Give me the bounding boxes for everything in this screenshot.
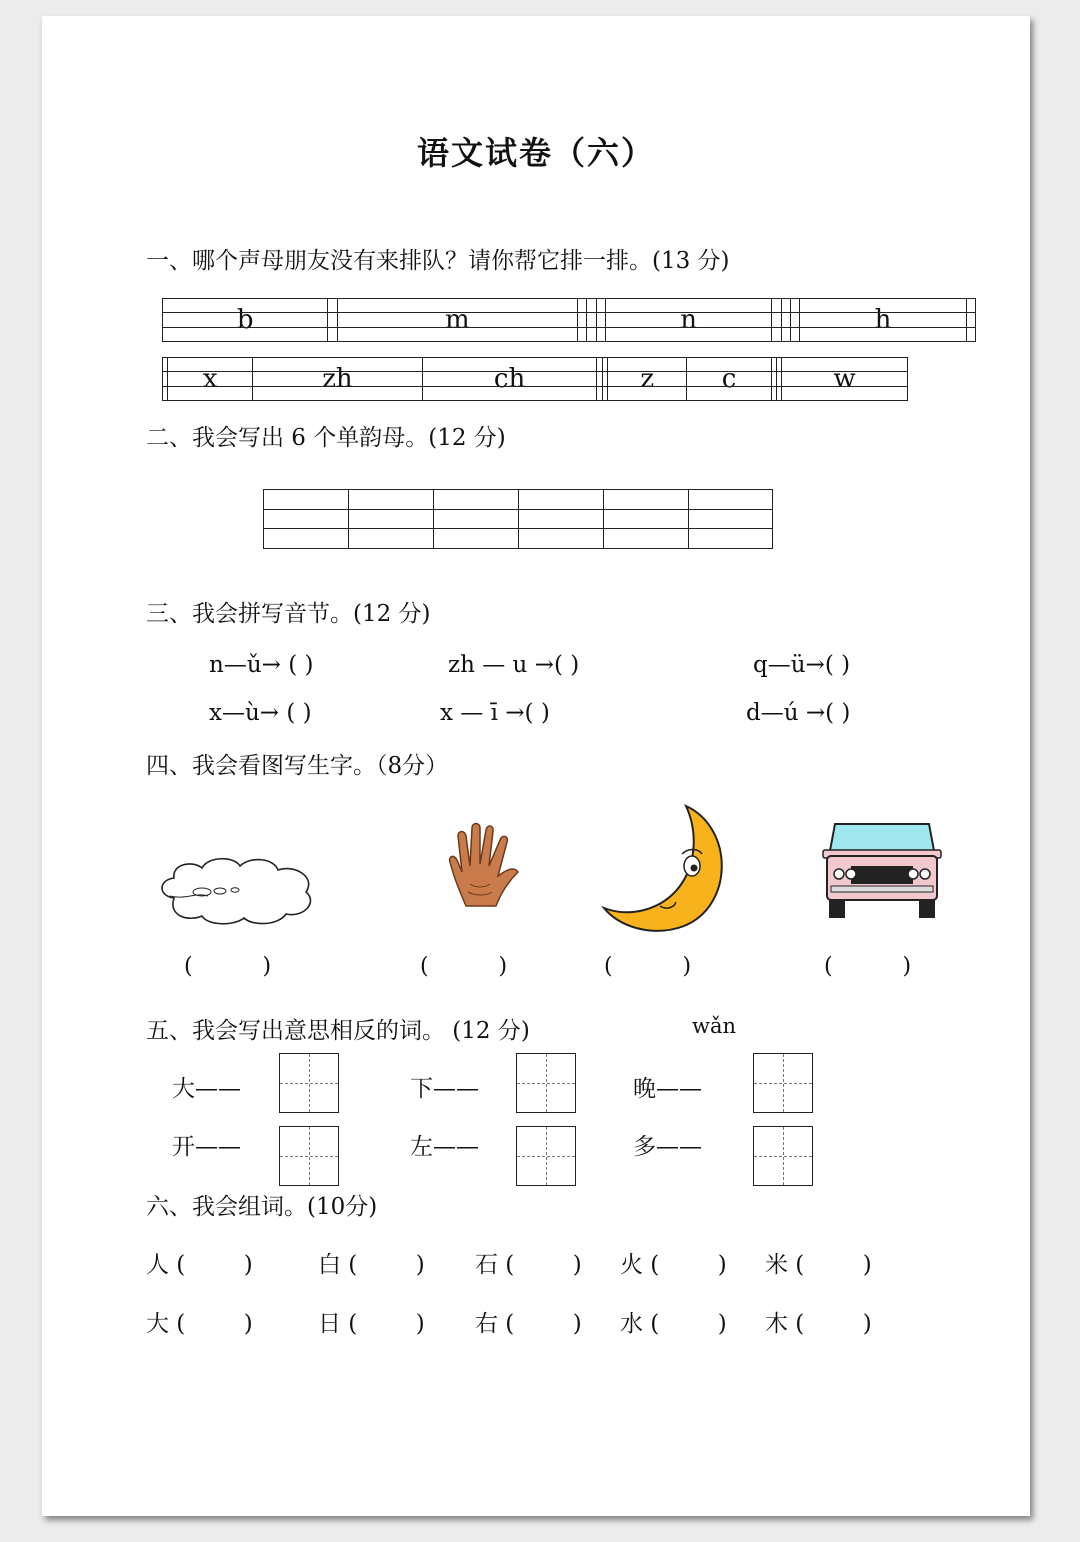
grid-cell bbox=[772, 299, 781, 342]
syllable-formula: zh — u → bbox=[448, 652, 554, 678]
grid-cell bbox=[781, 299, 790, 342]
guide-line bbox=[162, 312, 976, 313]
grid-cell: n bbox=[606, 299, 772, 342]
pinyin-hint: wǎn bbox=[692, 1014, 737, 1038]
word-group-item[interactable]: 白 ( ) bbox=[318, 1252, 425, 1278]
vowel-writing-grid[interactable] bbox=[263, 489, 773, 549]
writing-box[interactable] bbox=[279, 1126, 339, 1186]
section-5-heading: 五、我会写出意思相反的词。 (12 分) bbox=[146, 1018, 530, 1044]
writing-box[interactable] bbox=[279, 1053, 339, 1113]
section-4-heading: 四、我会看图写生字。（8分） bbox=[146, 753, 449, 779]
spelling-item[interactable] bbox=[753, 652, 850, 678]
grid-cell: m bbox=[337, 299, 577, 342]
antonym-prompt: 大—— bbox=[172, 1076, 241, 1102]
moon-image bbox=[600, 802, 732, 934]
word-group-item[interactable]: 米 ( ) bbox=[765, 1252, 872, 1278]
spelling-item[interactable] bbox=[746, 700, 850, 726]
spelling-item[interactable] bbox=[209, 700, 312, 726]
page-title: 语文试卷（六） bbox=[416, 134, 655, 172]
grid-cell bbox=[596, 299, 605, 342]
antonym-prompt: 左—— bbox=[410, 1134, 479, 1160]
spelling-item[interactable] bbox=[448, 652, 579, 678]
word-group-item[interactable]: 右 ( ) bbox=[475, 1311, 582, 1337]
section-3-heading: 三、我会拼写音节。(12 分) bbox=[146, 601, 431, 627]
cell-divider bbox=[518, 490, 519, 548]
cell-divider bbox=[348, 490, 349, 548]
grid-cell bbox=[328, 299, 337, 342]
grid-cell: z bbox=[608, 358, 687, 401]
writing-box[interactable] bbox=[516, 1126, 576, 1186]
word-group-item[interactable]: 石 ( ) bbox=[475, 1252, 582, 1278]
exam-paper bbox=[42, 16, 1030, 1516]
grid-cell: b bbox=[163, 299, 328, 342]
grid-cell: h bbox=[800, 299, 966, 342]
section-2-heading: 二、我会写出 6 个单韵母。(12 分) bbox=[146, 425, 506, 451]
initials-grid-row2 bbox=[162, 357, 908, 401]
hand-image bbox=[444, 822, 524, 910]
initials-grid-row1 bbox=[162, 298, 976, 342]
spelling-item[interactable] bbox=[440, 700, 550, 726]
spelling-item[interactable] bbox=[209, 652, 313, 678]
grid-cell: w bbox=[782, 358, 908, 401]
answer-parens[interactable]: ( ) bbox=[824, 954, 912, 979]
cell-divider bbox=[603, 490, 604, 548]
guide-line bbox=[162, 327, 976, 328]
writing-box[interactable] bbox=[753, 1126, 813, 1186]
answer-parens[interactable]: ( ) bbox=[420, 954, 508, 979]
answer-parens: ( ) bbox=[553, 652, 580, 678]
syllable-formula: x—ù→ bbox=[209, 700, 280, 726]
answer-parens: ( ) bbox=[524, 700, 550, 726]
word-group-item[interactable]: 水 ( ) bbox=[620, 1311, 727, 1337]
grid-cell bbox=[966, 299, 975, 342]
word-group-item[interactable]: 大 ( ) bbox=[146, 1311, 253, 1337]
grid-cell: x bbox=[168, 358, 253, 401]
car-image bbox=[821, 816, 943, 920]
syllable-formula: x — ī → bbox=[440, 700, 525, 726]
answer-parens: ( ) bbox=[286, 700, 312, 726]
syllable-formula: d—ú → bbox=[746, 700, 826, 726]
word-group-item[interactable]: 人 ( ) bbox=[146, 1252, 253, 1278]
guide-line bbox=[162, 371, 908, 372]
answer-parens: ( ) bbox=[825, 700, 851, 726]
syllable-formula: q—ü→ bbox=[753, 652, 825, 678]
section-1-heading: 一、哪个声母朋友没有来排队？请你帮它排一排。(13 分) bbox=[146, 248, 730, 274]
guide-line bbox=[162, 386, 908, 387]
answer-parens[interactable]: ( ) bbox=[184, 954, 272, 979]
antonym-prompt: 开—— bbox=[172, 1134, 241, 1160]
answer-parens: ( ) bbox=[288, 652, 314, 678]
cell-divider bbox=[688, 490, 689, 548]
antonym-prompt: 晚—— bbox=[633, 1076, 702, 1102]
grid-cell bbox=[577, 299, 586, 342]
section-6-heading: 六、我会组词。(10分) bbox=[146, 1194, 378, 1220]
answer-parens[interactable]: ( ) bbox=[604, 954, 692, 979]
grid-cell bbox=[790, 299, 799, 342]
cell-divider bbox=[433, 490, 434, 548]
word-group-item[interactable]: 火 ( ) bbox=[620, 1252, 727, 1278]
answer-parens: ( ) bbox=[824, 652, 851, 678]
cloud-image bbox=[156, 854, 318, 926]
grid-cell: c bbox=[687, 358, 771, 401]
grid-cell: ch bbox=[422, 358, 596, 401]
word-group-item[interactable]: 日 ( ) bbox=[318, 1311, 425, 1337]
writing-box[interactable] bbox=[516, 1053, 576, 1113]
antonym-prompt: 多—— bbox=[633, 1134, 702, 1160]
writing-box[interactable] bbox=[753, 1053, 813, 1113]
antonym-prompt: 下—— bbox=[410, 1076, 479, 1102]
grid-cell bbox=[587, 299, 596, 342]
syllable-formula: n—ǔ→ bbox=[209, 652, 281, 678]
grid-cell: zh bbox=[253, 358, 423, 401]
word-group-item[interactable]: 木 ( ) bbox=[765, 1311, 872, 1337]
